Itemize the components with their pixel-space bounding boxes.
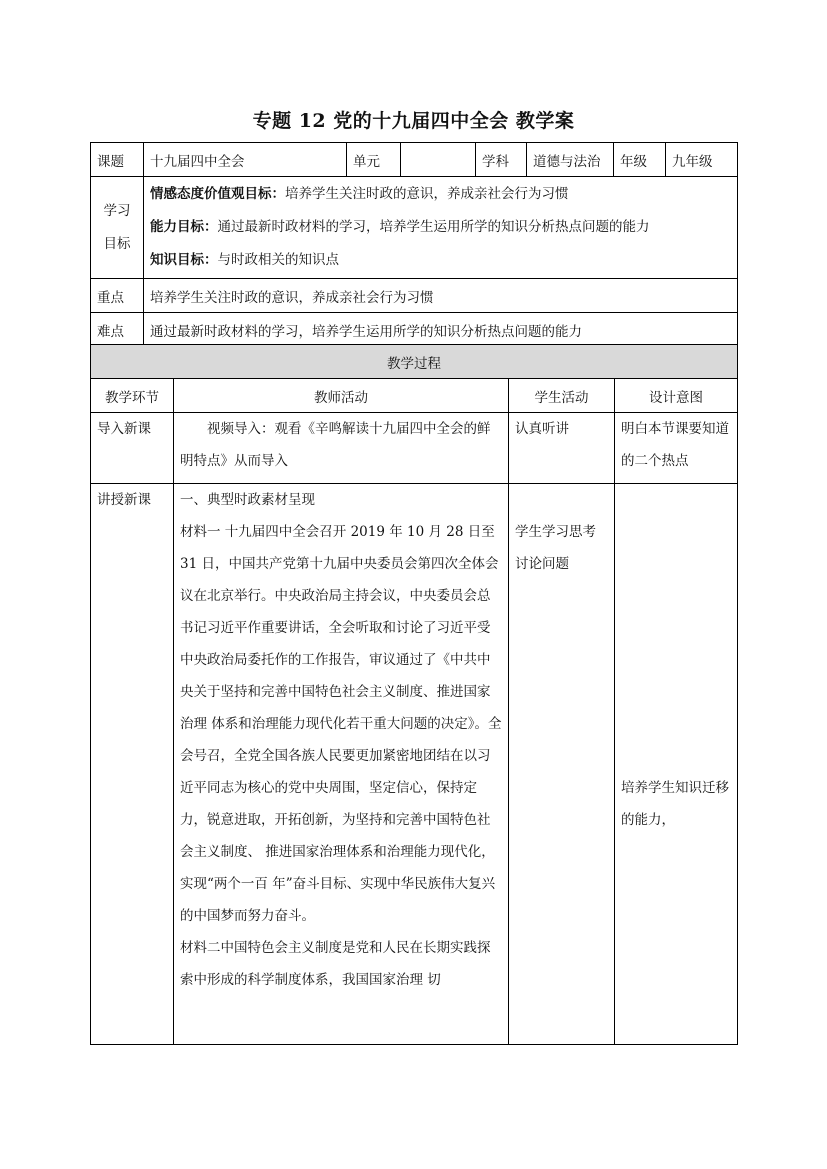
goals-content bbox=[144, 177, 738, 279]
teaching-process-table bbox=[90, 344, 738, 1045]
grade-label: 年级 bbox=[614, 143, 666, 177]
subject-label: 学科 bbox=[476, 143, 527, 177]
subject-value: 道德与法治 bbox=[527, 143, 614, 177]
process-row-intro bbox=[91, 413, 738, 484]
key-value: 培养学生关注时政的意识，养成亲社会行为习惯 bbox=[144, 279, 738, 313]
process-banner: 教学过程 bbox=[91, 345, 738, 379]
goals-label-line-1: 学习 bbox=[103, 202, 131, 219]
goal-affective-label: 情感态度价值观目标： bbox=[150, 186, 285, 202]
document-title: 专题 12 党的十九届四中全会 教学案 bbox=[252, 110, 575, 132]
course-label: 课题 bbox=[91, 143, 144, 177]
key-label: 重点 bbox=[91, 279, 144, 313]
goal-affective bbox=[150, 178, 731, 211]
teacher-lecture-heading: 一、典型时政素材呈现 bbox=[180, 492, 315, 508]
process-row-lecture bbox=[91, 484, 738, 1045]
grade-value: 九年级 bbox=[666, 143, 738, 177]
intent-lecture-text: 培养学生知识迁移的能力， bbox=[621, 780, 729, 828]
goal-knowledge bbox=[150, 244, 731, 277]
intent-intro: 明白本节课要知道的二个热点 bbox=[615, 413, 738, 484]
goal-ability-label: 能力目标： bbox=[150, 219, 218, 235]
info-row-difficulty bbox=[91, 313, 738, 347]
goal-affective-text: 培养学生关注时政的意识，养成亲社会行为习惯 bbox=[285, 186, 569, 202]
teacher-intro bbox=[174, 413, 509, 484]
process-banner-row bbox=[91, 345, 738, 379]
stage-intro: 导入新课 bbox=[91, 413, 174, 484]
goals-label bbox=[91, 177, 144, 279]
student-lecture-text: 学生学习思考讨论问题 bbox=[515, 524, 596, 572]
difficulty-label: 难点 bbox=[91, 313, 144, 347]
header-intent: 设计意图 bbox=[615, 379, 738, 413]
lesson-info-table bbox=[90, 142, 738, 347]
header-stage: 教学环节 bbox=[91, 379, 174, 413]
teacher-lecture-material-1: 材料一 十九届四中全会召开 2019 年 10 月 28 日至 31 日，中国共产党第十九届中央委员会第四次全体会议在北京举行。中央政治局主持会议，中央委员会总书记习近平作重要讲话，全会听取和讨论了习近平受中央政治局委托作的工作报告，审议通过了《中共中央关于坚持和完善中国特色社会主义制度、推进国家治理 体系和治理能力现代化若干重大问题的决定》。全会号召，全党全国各族人民要更加紧密地团结在以习近平同志为核心的党中央周围，坚定信心，保持定力，锐意进取，开拓创新，为坚持和完善中国特色社会主义制度、 推进国家治理体系和治理能力现代化，实现“两个一百 年”奋斗目标、实现中华民族伟大复兴的中国梦而努力奋斗。 bbox=[180, 524, 502, 924]
unit-value bbox=[401, 143, 476, 177]
course-value: 十九届四中全会 bbox=[144, 143, 347, 177]
teacher-lecture bbox=[174, 484, 509, 1045]
process-header-row bbox=[91, 379, 738, 413]
unit-label: 单元 bbox=[347, 143, 401, 177]
difficulty-value: 通过最新时政材料的学习，培养学生运用所学的知识分析热点问题的能力 bbox=[144, 313, 738, 347]
intent-lecture bbox=[615, 484, 738, 1045]
goal-knowledge-text: 与时政相关的知识点 bbox=[217, 252, 339, 268]
student-lecture bbox=[509, 484, 615, 1045]
goal-knowledge-label: 知识目标： bbox=[150, 252, 218, 268]
stage-lecture: 讲授新课 bbox=[91, 484, 174, 1045]
header-student: 学生活动 bbox=[509, 379, 615, 413]
goals-label-line-2: 目标 bbox=[103, 235, 131, 252]
goal-ability-text: 通过最新时政材料的学习，培养学生运用所学的知识分析热点问题的能力 bbox=[217, 219, 650, 235]
header-teacher: 教师活动 bbox=[174, 379, 509, 413]
info-row-key bbox=[91, 279, 738, 313]
teacher-intro-text: 视频导入：观看《辛鸣解读十九届四中全会的鲜明特点》从而导入 bbox=[180, 421, 491, 469]
goal-ability bbox=[150, 211, 731, 244]
info-row-course bbox=[91, 143, 738, 177]
student-intro: 认真听讲 bbox=[509, 413, 615, 484]
teacher-lecture-material-2: 材料二中国特色会主义制度是党和人民在长期实践探索中形成的科学制度体系，我国国家治理 切 bbox=[180, 940, 491, 988]
info-row-goals bbox=[91, 177, 738, 279]
